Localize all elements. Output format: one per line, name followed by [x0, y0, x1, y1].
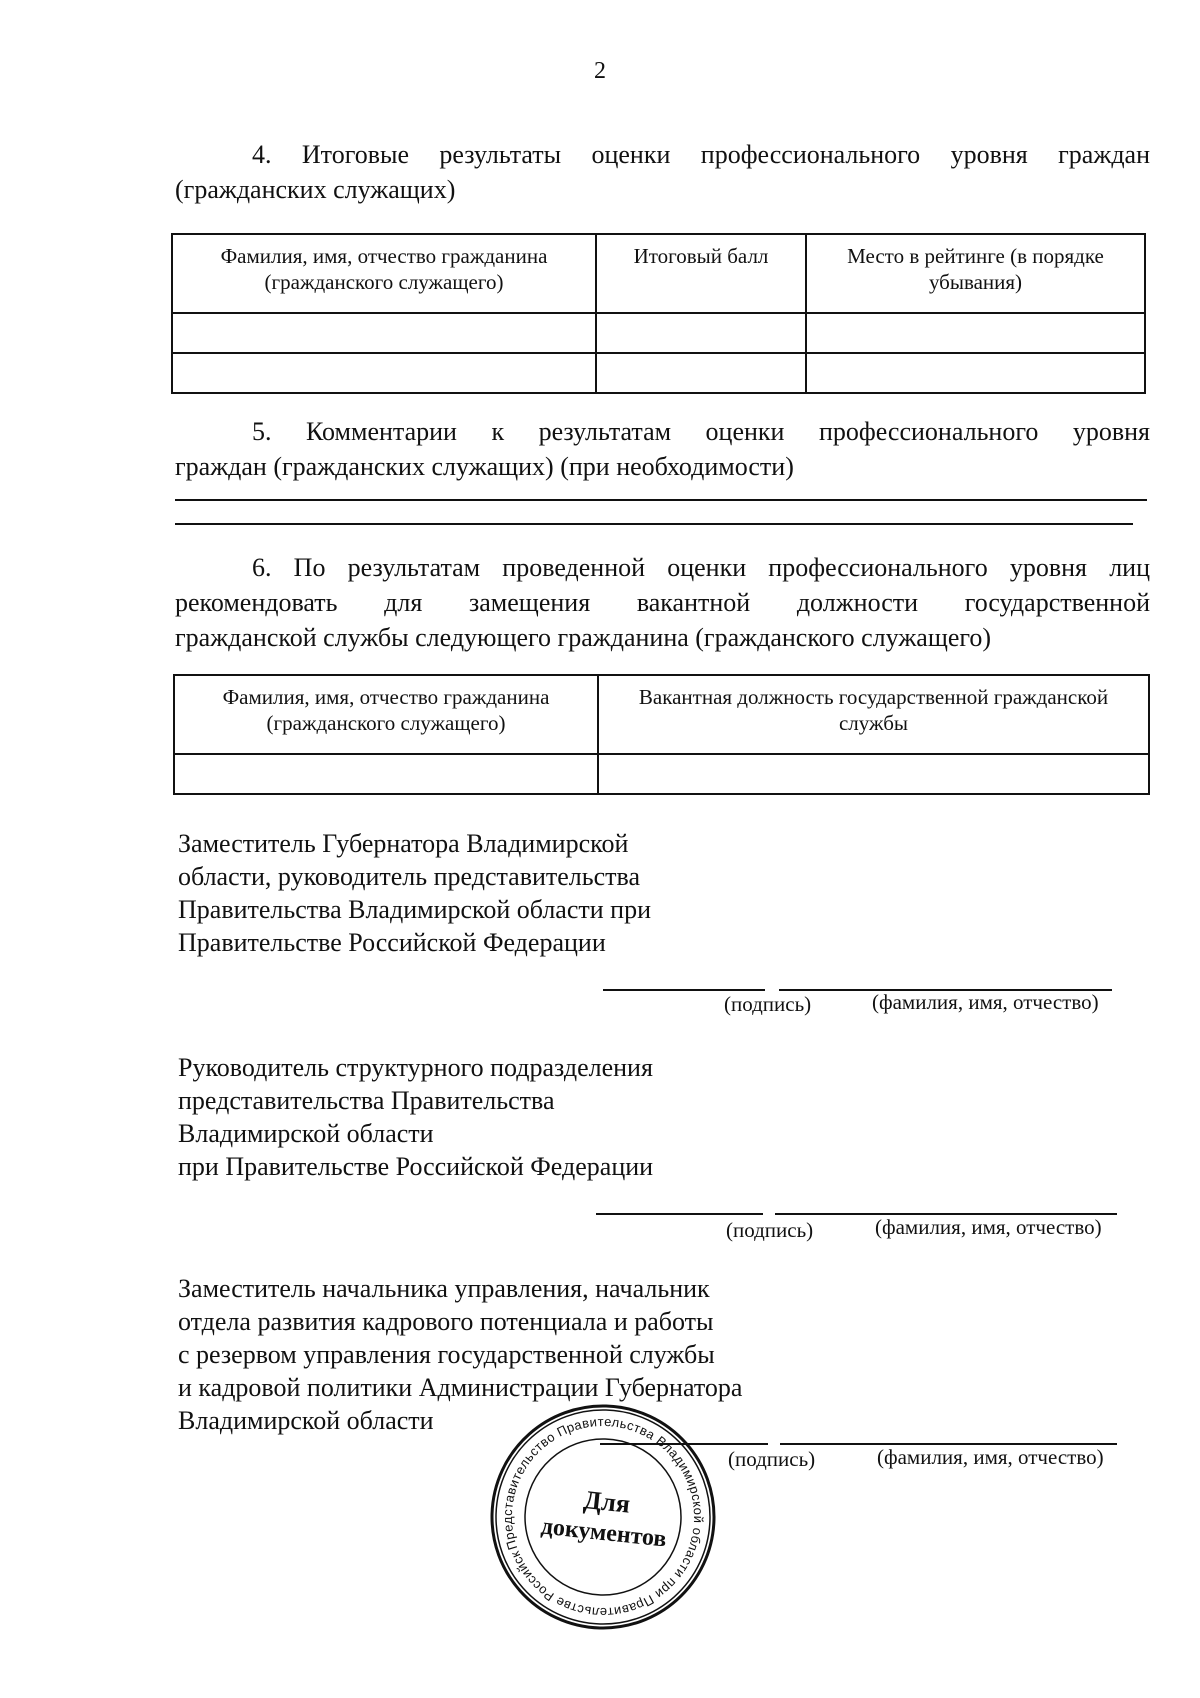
recommendation-table-header-row — [174, 675, 1149, 754]
table-row — [172, 353, 1145, 393]
stamp-center-line-1: Для — [582, 1485, 632, 1519]
section-4-line-1: 4. Итоговые результаты оценки профессионального уровня граждан — [252, 140, 1150, 169]
results-cell-fio — [172, 353, 596, 393]
signatory-2-title-line: представительства Правительства — [178, 1086, 555, 1115]
results-cell-fio — [172, 313, 596, 353]
section-6-heading — [175, 550, 1150, 655]
signatory-2-signature-caption: (подпись) — [726, 1218, 814, 1242]
signatory-3-title-line: отдела развития кадрового потенциала и работы — [178, 1307, 714, 1336]
results-cell-score — [596, 313, 806, 353]
signatory-1-title-line: Заместитель Губернатора Владимирской — [178, 829, 629, 858]
results-cell-rank — [806, 353, 1145, 393]
signatory-1-title — [178, 827, 651, 959]
table-row — [174, 754, 1149, 794]
results-header-score: Итоговый балл — [596, 234, 806, 313]
signatory-1-title-line: Правительстве Российской Федерации — [178, 928, 606, 957]
section-4-heading — [175, 137, 1150, 207]
section-5-line-2: граждан (гражданских служащих) (при необходимости) — [175, 452, 794, 481]
signatory-1-title-line: Правительства Владимирской области при — [178, 895, 651, 924]
signatory-3-signature-caption: (подпись) — [728, 1447, 816, 1471]
results-cell-score — [596, 353, 806, 393]
signatory-2-name-caption: (фамилия, имя, отчество) — [875, 1215, 1102, 1239]
recommendation-header-position: Вакантная должность государственной гражданской службы — [598, 675, 1149, 754]
section-6-line-2: рекомендовать для замещения вакантной должности государственной — [175, 588, 1150, 617]
signatory-2-title-line: при Правительстве Российской Федерации — [178, 1152, 654, 1181]
comment-line-1 — [175, 499, 1147, 501]
signatory-3-title-line: и кадровой политики Администрации Губернатора — [178, 1373, 743, 1402]
signatory-1-signature-caption: (подпись) — [724, 992, 812, 1016]
signatory-1-name-caption: (фамилия, имя, отчество) — [872, 990, 1099, 1014]
recommendation-header-fio: Фамилия, имя, отчество гражданина (гражданского служащего) — [174, 675, 598, 754]
section-5-heading — [175, 414, 1150, 484]
section-6-line-1: 6. По результатам проведенной оценки профессионального уровня лиц — [252, 553, 1150, 582]
page-number: 2 — [594, 58, 606, 84]
stamp-ring-text: Представительство Правительства Владимирской области при Правительстве Российской — [499, 1413, 707, 1621]
signatory-2-title-line: Владимирской области — [178, 1119, 434, 1148]
signatory-2-signature-line — [596, 1213, 763, 1215]
results-table-header-row — [172, 234, 1145, 313]
comment-line-2 — [175, 523, 1133, 525]
section-6-line-3: гражданской службы следующего гражданина (гражданского служащего) — [175, 623, 992, 652]
stamp-center-line-2: документов — [539, 1513, 668, 1553]
signatory-3-title-line: с резервом управления государственной службы — [178, 1340, 715, 1369]
signatory-2-title — [178, 1051, 653, 1183]
signatory-2-title-line: Руководитель структурного подразделения — [178, 1053, 653, 1082]
stamp-outer-ring — [488, 1402, 718, 1632]
results-header-fio: Фамилия, имя, отчество гражданина (гражданского служащего) — [172, 234, 596, 313]
results-cell-rank — [806, 313, 1145, 353]
signatory-3-name-caption: (фамилия, имя, отчество) — [877, 1445, 1104, 1469]
results-table — [171, 233, 1146, 394]
official-stamp — [488, 1402, 718, 1632]
signatory-3-title-line: Заместитель начальника управления, начальник — [178, 1274, 710, 1303]
signatory-1-signature-line — [603, 989, 765, 991]
recommendation-cell-fio — [174, 754, 598, 794]
section-5-line-1: 5. Комментарии к результатам оценки профессионального уровня — [252, 417, 1150, 446]
stamp-outer-ring-inner — [488, 1402, 718, 1632]
table-row — [172, 313, 1145, 353]
recommendation-cell-position — [598, 754, 1149, 794]
section-4-line-2: (гражданских служащих) — [175, 175, 456, 204]
recommendation-table — [173, 674, 1150, 795]
signatory-3-title-line: Владимирской области — [178, 1406, 434, 1435]
results-header-rank: Место в рейтинге (в порядке убывания) — [806, 234, 1145, 313]
signatory-1-title-line: области, руководитель представительства — [178, 862, 641, 891]
